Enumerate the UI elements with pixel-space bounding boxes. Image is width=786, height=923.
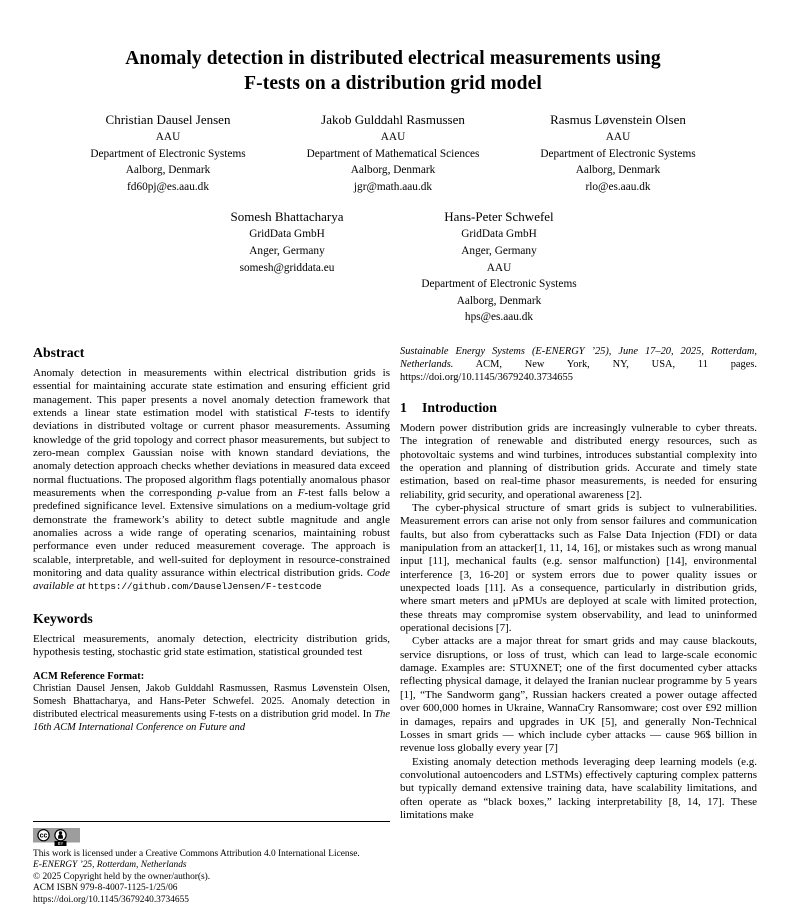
- paper-title-line1: Anomaly detection in distributed electrical measurements using: [125, 48, 661, 69]
- authors-row-1: [0, 111, 786, 195]
- text-segment: Anomaly detection in measurements within electrical distribution grids is essential for maintaining accurate state estimation and ensuring efficient grid management. This paper presents a novel anomaly detection framework that extends a linear state estimation model with statistical: [33, 366, 390, 419]
- keywords-heading: Keywords: [33, 610, 93, 626]
- copyright-block: [33, 821, 390, 906]
- section-number: 1: [400, 399, 407, 415]
- two-column-body: [0, 345, 786, 923]
- author-email[interactable]: rlo@es.aau.dk: [585, 180, 651, 193]
- author-affiliation-line: GridData GmbH: [461, 228, 537, 241]
- author-affiliation-line: GridData GmbH: [249, 228, 325, 241]
- text-segment: Christian Dausel Jensen, Jakob Gulddahl Rasmussen, Rasmus Løvenstein Olsen, Somesh Bhattacharya, and Hans-Peter Schwefel. 2025. Anomaly detection in distributed electrical measurements using F-tests on a distribution grid model. In: [33, 683, 390, 721]
- doi-link[interactable]: https://doi.org/10.1145/3679240.3734655: [33, 894, 189, 905]
- author-block: [281, 111, 506, 195]
- author-affiliation-line: AAU: [605, 131, 631, 143]
- cc-by-icon: [55, 830, 67, 846]
- text-segment: Sustainable Energy Systems (E-ENERGY ’25), June 17–20, 2025, Rotterdam, Netherlands.: [400, 345, 757, 370]
- author-block: [56, 111, 281, 195]
- author-affiliation-line: AAU: [380, 131, 406, 143]
- section-1-heading: [400, 400, 757, 416]
- conference-note: [400, 345, 757, 384]
- svg-text:cc: cc: [39, 832, 48, 840]
- text-segment: The 16th ACM International Conference on Future and: [33, 709, 390, 734]
- text-segment: F: [297, 487, 305, 500]
- intro-paragraph-3: Cyber attacks are a major threat for smart grids and may cause blackouts, service disruptions, or loss of trust, which can lead to large-scale economic damage. Examples are: STUXNET; one of the first documented cyber attacks reflecting physical damage, it delayed the Iranian nuclear programme by 5 years [1], “The Sandworm gang”, Russian hackers created a power outage affected over 600,000 homes in Ukraine, WannaCry Ransomware; cost over £92 million in damages, repairs and upgrades in UK [5], and generally Non-Technical Losses in smart grids — which include cyber attacks — cause 96$ billion in revenue loss globally every year [7]: [400, 635, 757, 755]
- text-segment: -test falls below a predefined significance level. Extensive simulations on a medium-voltage grid demonstrate the framework’s ability to detect subtle magnitude and angle anomalies across a wide range of operating scenarios, maintaining robust performance even under reduced measurement coverage. The approach is scalable, interpretable, and well-suited for deployment in resource-constrained monitoring and data quality assurance within electrical distribution grids.: [33, 487, 390, 580]
- author-affiliation-line: Aalborg, Denmark: [575, 164, 661, 177]
- author-affiliation-line: Department of Electronic Systems: [421, 278, 577, 291]
- text-segment: p: [217, 487, 223, 500]
- abstract-heading: Abstract: [33, 344, 85, 360]
- acm-reference-text: [33, 683, 390, 735]
- keywords-text: Electrical measurements, anomaly detection, electricity distribution grids, hypothesis testing, stochastic grid state estimation, statistical grounded test: [33, 632, 390, 659]
- author-name: Rasmus Løvenstein Olsen: [550, 112, 686, 127]
- acm-reference-heading: ACM Reference Format:: [33, 671, 145, 683]
- author-affiliation-line: Aalborg, Denmark: [456, 294, 542, 307]
- author-name: Jakob Gulddahl Rasmussen: [321, 112, 465, 127]
- author-name: Christian Dausel Jensen: [105, 112, 231, 127]
- author-name: Hans-Peter Schwefel: [444, 209, 554, 225]
- author-affiliation-line: Aalborg, Denmark: [125, 164, 211, 177]
- author-email[interactable]: fd60pj@es.aau.dk: [127, 180, 209, 193]
- intro-paragraph-2: The cyber-physical structure of smart grids is subject to vulnerabilities. Measurement errors can arise not only from sensor failures and communication faults, but also from cyberattacks such as False Data Injection (FDI) or data manipulation from an attacker[1, 11, 14, 16], or mistakes such as wrong manual input [11], mechanical faults (e.g. sensor malfunction) [14], environmental interference [3, 16-20] or system errors due to power quality issues or unexpected loads [11]. As a consequence, particularly in distribution grids, where smart meters and μPMUs are deployed at scale with limited protection, these threats may compromise system observability, and lead to uninformed operational decisions [7].: [400, 502, 757, 635]
- section-title: Introduction: [422, 399, 497, 415]
- left-column: [33, 345, 390, 923]
- cc-license-badge[interactable]: [33, 828, 80, 846]
- author-affiliation-line: AAU: [155, 131, 181, 143]
- right-column: [400, 345, 757, 923]
- svg-text:BY: BY: [57, 840, 64, 846]
- author-affiliation-line: Aalborg, Denmark: [350, 164, 436, 177]
- author-block: [181, 208, 393, 326]
- isbn-text: ACM ISBN 979-8-4007-1125-1/25/06: [33, 883, 178, 894]
- paper-title-line2: F-tests on a distribution grid model: [244, 73, 542, 94]
- text-segment: Code available at: [33, 567, 390, 593]
- author-block: [393, 208, 605, 326]
- author-affiliation-line: Department of Electronic Systems: [540, 147, 696, 160]
- cc-icon: [38, 830, 49, 841]
- author-block: [506, 111, 731, 195]
- intro-paragraph-1: Modern power distribution grids are increasingly vulnerable to cyber threats. The integration of renewable and distributed energy resources, such as photovoltaic systems and wind turbines, introduces substantial complexity into the operation and planning of distribution grids. Accurate and timely state estimation, based on real-time phasor measurements, is needed for ensuring reliability, grid security, and operational awareness [2].: [400, 421, 757, 501]
- intro-paragraph-4: Existing anomaly detection methods leveraging deep learning models (e.g. convolutional autoencoders and LSTMs) effectively capturing complex patterns but typically demand extensive training data, have scalability limitations, and often operate as “black boxes,” lacking interpretability [8, 14, 17]. These limitations make: [400, 755, 757, 821]
- author-email[interactable]: hps@es.aau.dk: [464, 311, 534, 324]
- license-text: This work is licensed under a Creative Commons Attribution 4.0 International License.: [33, 848, 360, 859]
- abstract-text: [33, 367, 390, 594]
- author-email[interactable]: somesh@griddata.eu: [239, 261, 335, 274]
- github-link[interactable]: https://github.com/DauselJensen/F-testcode: [88, 581, 322, 593]
- venue-text: E-ENERGY ’25, Rotterdam, Netherlands: [33, 860, 187, 871]
- text-segment: -tests to identify deviations in distributed voltage or current phasor measurements. Assuming knowledge of the grid topology and correct phasor measurements, but subject to zero-mean complex Gaussian noise with known standard deviations, the anomaly detection approach checks whether deviations in measured data exceed normal fluctuations. The proposed algorithm flags potentially anomalous phasor measurements when the corresponding: [33, 406, 390, 500]
- author-affiliation-line: Department of Electronic Systems: [90, 147, 246, 160]
- author-affiliation-line: Anger, Germany: [249, 244, 325, 257]
- text-segment: ACM, New York, NY, USA, 11 pages. https://doi.org/10.1145/3679240.3734655: [400, 358, 757, 383]
- author-affiliation-line: AAU: [486, 261, 512, 274]
- text-segment: -value from an: [222, 487, 298, 500]
- authors-row-2: [0, 208, 786, 326]
- author-name: Somesh Bhattacharya: [230, 209, 344, 225]
- author-affiliation-line: Anger, Germany: [461, 244, 537, 257]
- paper-title: [0, 46, 786, 96]
- text-segment: F: [304, 406, 311, 419]
- author-affiliation-line: Department of Mathematical Sciences: [306, 147, 480, 160]
- author-email[interactable]: jgr@math.aau.dk: [353, 180, 433, 193]
- copyright-text: © 2025 Copyright held by the owner/author(s).: [33, 871, 211, 882]
